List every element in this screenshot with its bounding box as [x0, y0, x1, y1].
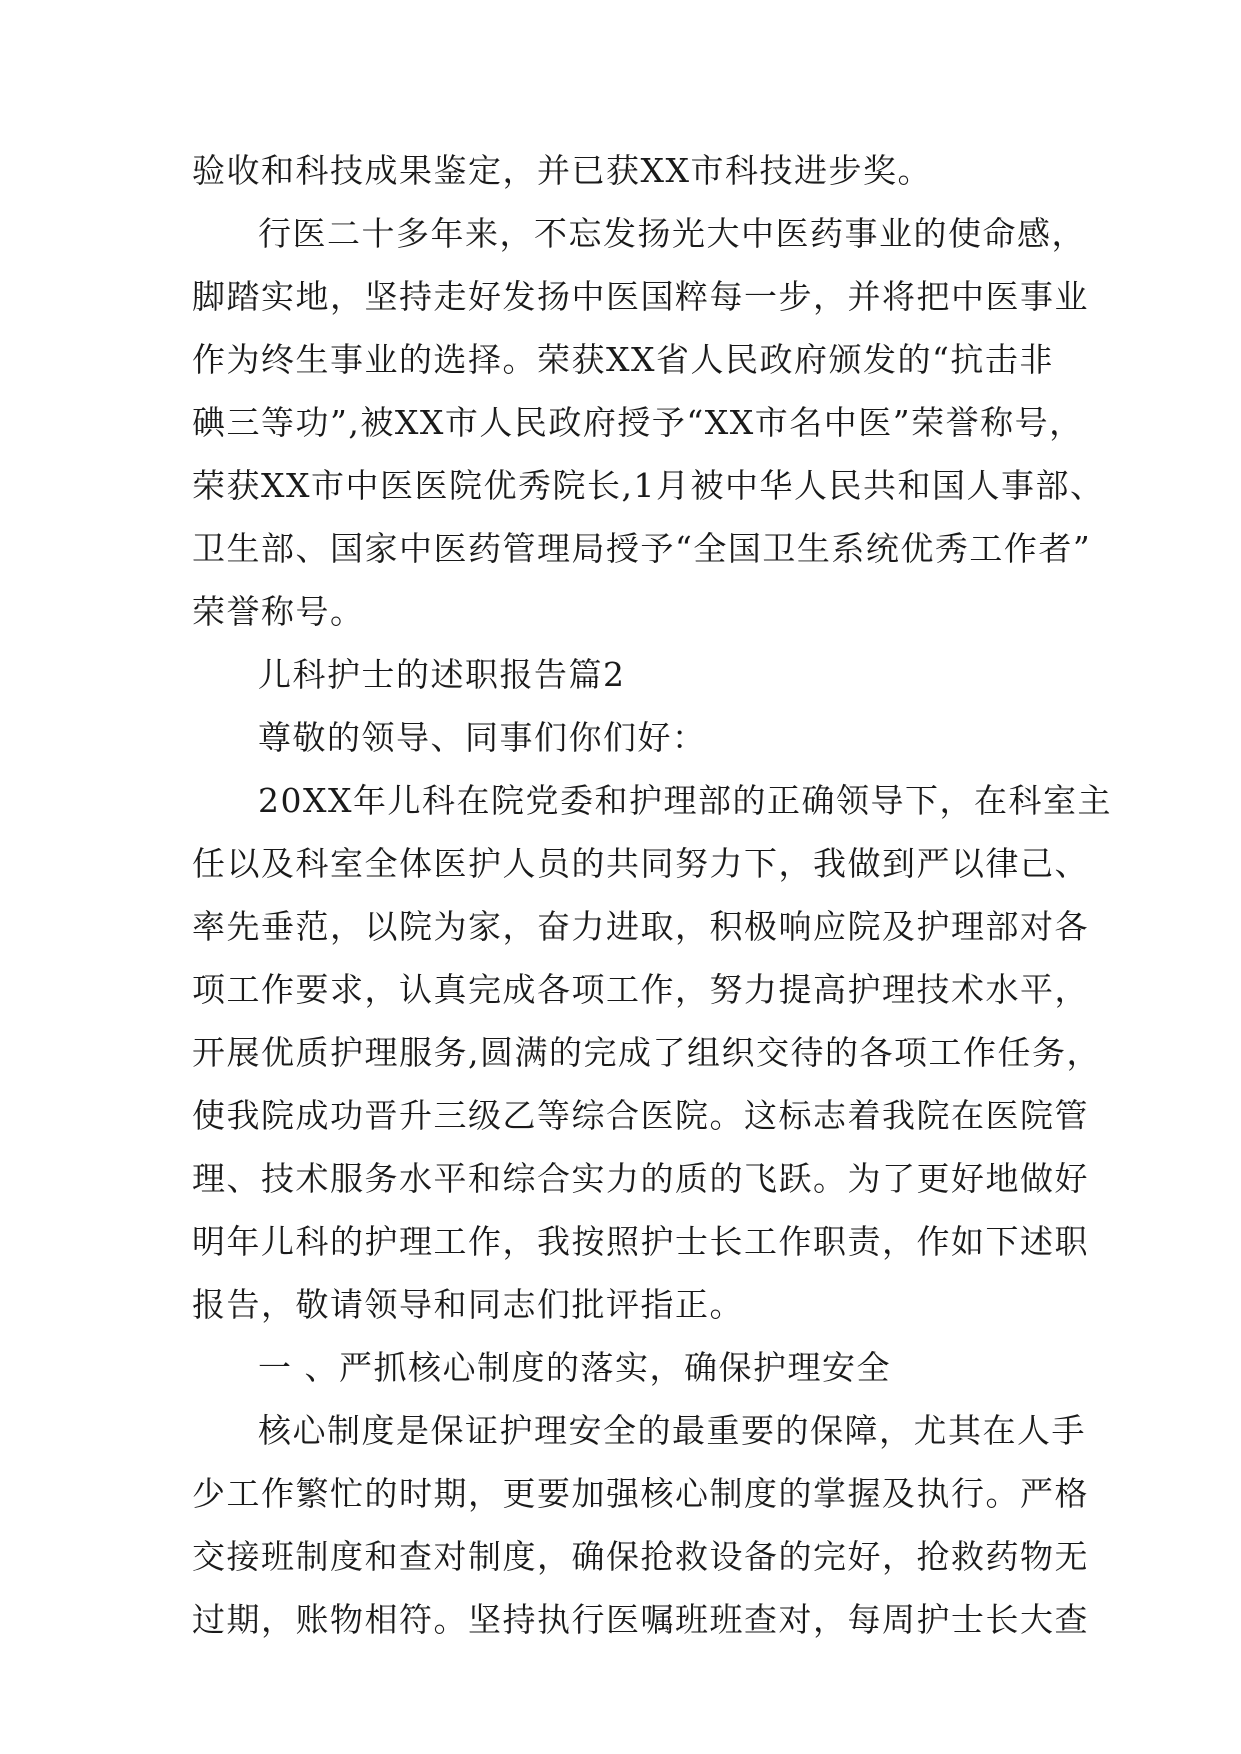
text-line: 过期，账物相符。坚持执行医嘱班班查对，每周护士长大查: [192, 1600, 1089, 1639]
paragraph-start-line: 20XX年儿科在院党委和护理部的正确领导下，在科室主: [258, 781, 1112, 820]
text-line: 报告，敬请领导和同志们批评指正。: [192, 1285, 744, 1324]
text-line: 明年儿科的护理工作，我按照护士长工作职责，作如下述职: [192, 1222, 1089, 1261]
text-line: 率先垂范，以院为家，奋力进取，积极响应院及护理部对各: [192, 907, 1089, 946]
subsection-heading: 一 、严抓核心制度的落实，确保护理安全: [258, 1348, 891, 1387]
text-line: 碘三等功”,被XX市人民政府授予“XX市名中医”荣誉称号，: [192, 403, 1084, 442]
text-line: 荣誉称号。: [192, 592, 365, 631]
text-line: 项工作要求，认真完成各项工作，努力提高护理技术水平，: [192, 970, 1089, 1009]
text-line: 验收和科技成果鉴定，并已获XX市科技进步奖。: [192, 151, 932, 190]
text-line: 少工作繁忙的时期，更要加强核心制度的掌握及执行。严格: [192, 1474, 1089, 1513]
text-line: 卫生部、国家中医药管理局授予“全国卫生系统优秀工作者”: [192, 529, 1092, 568]
text-line: 脚踏实地，坚持走好发扬中医国粹每一步，并将把中医事业: [192, 277, 1089, 316]
text-line: 交接班制度和查对制度，确保抢救设备的完好，抢救药物无: [192, 1537, 1089, 1576]
text-line: 理、技术服务水平和综合实力的质的飞跃。为了更好地做好: [192, 1159, 1089, 1198]
text-line: 任以及科室全体医护人员的共同努力下，我做到严以律己、: [192, 844, 1089, 883]
paragraph-start-line: 行医二十多年来，不忘发扬光大中医药事业的使命感，: [258, 214, 1086, 253]
text-line: 使我院成功晋升三级乙等综合医院。这标志着我院在医院管: [192, 1096, 1089, 1135]
section-title: 儿科护士的述职报告篇2: [258, 655, 626, 694]
text-line: 荣获XX市中医医院优秀院长,1月被中华人民共和国人事部、: [192, 466, 1105, 505]
paragraph-start-line: 核心制度是保证护理安全的最重要的保障，尤其在人手: [258, 1411, 1086, 1450]
text-line: 开展优质护理服务,圆满的完成了组织交待的各项工作任务，: [192, 1033, 1101, 1072]
text-line: 作为终生事业的选择。荣获XX省人民政府颁发的“抗击非: [192, 340, 1054, 379]
salutation-line: 尊敬的领导、同事们你们好：: [258, 718, 707, 757]
